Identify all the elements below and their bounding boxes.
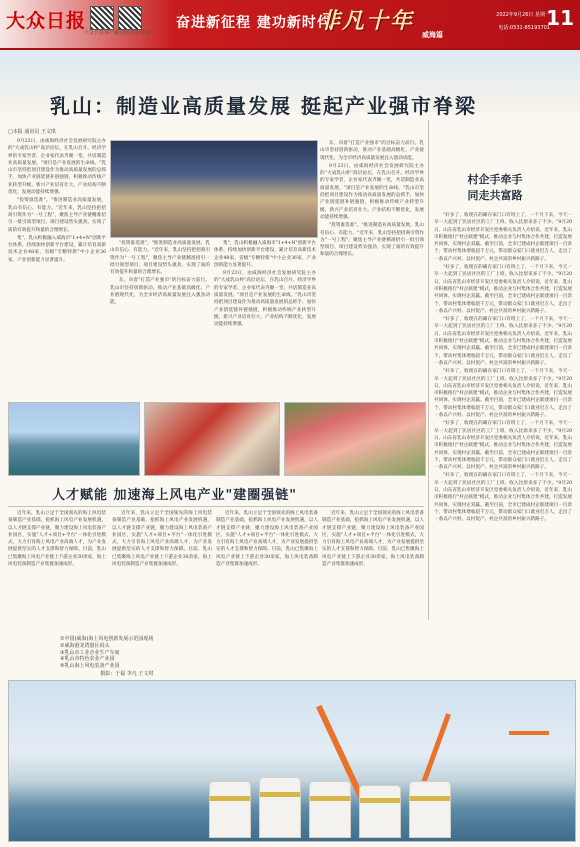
sidebar-paragraph: "好多了，收现在的确在家门口有班上了，一个月下来，今天一早一大起到了民居社区的工厂上班，收入比原来多了不少。"9月20日，山东省乳山市经济开发区党委相关负责人介绍说，近年来，乳山市积极推行"村企联建"模式，推动企业与村集体合作共建，打造发展共同体，实现村企双赢。截至目前，全市已建成村企联建项目一百余个，带动村集体增收超千万元，带动群众家门口就业近万人，走出了一条以产兴村、以村促产、村企共富的乡村振兴新路子。 [434,421,572,471]
photo-captions [60,636,153,678]
qr-caption: 大众网·海报新闻 [114,30,151,36]
article-paragraph: "投资谁选准"。"推进制造业高质量发展，乳山有信心、有能力。"近年来，乳山坚持把招商引资作为"一号工程"，聚焦主导产业链精准招引一批引领型项目，项目建设势头强劲，实现了质的有效提升和量的合理增长。 [8,198,106,233]
column-divider [428,120,429,620]
turbine-tower [409,781,451,838]
article-paragraph: 9月23日，由威海经济社会发展研究院主办的"大成乳山杯"高层论坛，在乳山召开。经济学界的专家学者、企业家代表齐聚一堂，共话制造业高质量发展。"项目是产业发展的生命线。"乳山市坚持把项目建设作为推动高质量发展的总抓手，加快产业链延链补链强链，积极推动传统产业转型升级、新兴产业培育壮大，产业结构不断优化，发展动能持续增强。 [8,139,106,196]
byline: □本报 通讯员 王文琪 [8,129,56,135]
caption-line: ②威海港龙湾港区码头 [60,642,110,649]
turbine-tower [309,781,351,838]
section-paragraph: 近年来，乳山立足于全国领先的海上风电装备制造产业基础，抢抓海上风电产业发展机遇，以人才链支撑产业链，聚力建设海上风电装备产业园区，实施"人才+项目+平台"一体化引进模式，大力引育海上风电产业高端人才，为产业发展提供坚实的人才支撑和智力保障。目前，乳山已集聚海上风电产业链上下游企业30余家，海上风电装备制造产业集群加速成形。 [216,511,318,568]
sidebar-paragraph: "好多了，收现在的确在家门口有班上了，一个月下来，今天一早一大起到了民居社区的工厂上班，收入比原来多了不少。"9月20日，山东省乳山市经济开发区党委相关负责人介绍说，近年来，乳山市积极推行"村企联建"模式，推动企业与村集体合作共建，打造发展共同体，实现村企双赢。截至目前，全市已建成村企联建项目一百余个，带动村集体增收超千万元，带动群众家门口就业近万人，走出了一条以产兴村、以村促产、村企共富的乡村振兴新路子。 [434,369,572,419]
editors-line: 电话:0531-85193701 [498,25,550,31]
article-paragraph: 集"，乳山积极融入威海市"1+4+N"创新平台体系，持续加快创新平台建设，累计培育高新技术企业48家，省级"专精特新"中小企业36家，产业创新能力显著提升。 [214,241,316,268]
main-headline: 乳山：制造业高质量发展 挺起产业强市脊梁 [50,94,477,118]
dateline: 2022年9月26日 星期一 [496,12,550,18]
qr-code-icon [90,6,114,30]
masthead [0,0,580,50]
article-paragraph: 9月23日，由威海经济社会发展研究院主办的"大成乳山杯"高层论坛，在乳山召开。经济学界的专家学者、企业家代表齐聚一堂，共话制造业高质量发展。"项目是产业发展的生命线。"乳山市坚持把项目建设作为推动高质量发展的总抓手，加快产业链延链补链强链，积极推动传统产业转型升级、新兴产业培育壮大，产业结构不断优化，发展动能持续增强。 [214,271,316,328]
sidebar-paragraph: "好多了，收现在的确在家门口有班上了，一个月下来，今天一早一大起到了民居社区的工厂上班，收入比原来多了不少。"9月20日，山东省乳山市经济开发区党委相关负责人介绍说，近年来，乳山市积极推行"村企联建"模式，推动企业与村集体合作共建，打造发展共同体，实现村企双赢。截至目前，全市已建成村企联建项目一百余个，带动村集体增收超千万元，带动群众家门口就业近万人，走出了一条以产兴村、以村促产、村企共富的乡村振兴新路子。 [434,213,572,262]
page-number: 11 [546,6,574,30]
caption-line: ③乳山市工业企业生产车间 [60,649,120,656]
factory-workers-photo [144,402,280,476]
article-paragraph: 东，向着"打造产业强市"的目标奋力前行。乳山市坚持创新驱动，推动产业基础高级化、产业链现代化，为全市经济高质量发展注入强劲动能。 [320,141,424,161]
section-column [216,510,318,678]
sidebar-paragraph: "好多了，收现在的确在家门口有班上了，一个月下来，今天一早一大起到了民居社区的工厂上班，收入比原来多了不少。"9月20日，山东省乳山市经济开发区党委相关负责人介绍说，近年来，乳山市积极推行"村企联建"模式，推动企业与村集体合作共建，打造发展共同体，实现村企双赢。截至目前，全市已建成村企联建项目一百余个，带动村集体增收超千万元，带动群众家门口就业近万人，走出了一条以产兴村、以村促产、村企共富的乡村振兴新路子。 [434,473,572,523]
article-paragraph: "投资谁选准"。"推进制造业高质量发展，乳山有信心、有能力。"近年来，乳山坚持把招商引资作为"一号工程"，聚焦主导产业链精准招引一批引领型项目，项目建设势头强劲，实现了质的有效提升和量的合理增长。 [110,241,210,276]
article-paragraph: 集"，乳山积极融入威海市"1+4+N"创新平台体系，持续加快创新平台建设，累计培育高新技术企业48家，省级"专精特新"中小企业36家，产业创新能力显著提升。 [8,235,106,263]
sidebar-headline-text: 村企手牵手 同走共富路 [467,173,523,202]
article-paragraph: 9月23日，由威海经济社会发展研究院主办的"大成乳山杯"高层论坛，在乳山召开。经济学界的专家学者、企业家代表齐聚一堂，共话制造业高质量发展。"项目是产业发展的生命线。"乳山市坚持把项目建设作为推动高质量发展的总抓手，加快产业链延链补链强链，积极推动传统产业转型升级、新兴产业培育壮大，产业结构不断优化，发展动能持续增强。 [320,163,424,220]
section-name: 威海篇 [422,31,443,39]
article-column [8,138,106,378]
section-divider [8,506,424,507]
section-headline: 人才赋能 加速海上风电产业"建圈强链" [52,488,298,503]
banner-slogan: 奋进新征程 建功新时代 [176,15,332,31]
turbine-tower [359,785,401,838]
article-column [214,240,316,398]
wind-power-port-photo [8,680,576,842]
article-column [320,140,424,398]
section-paragraph: 近年来，乳山立足于全国领先的海上风电装备制造产业基础，抢抓海上风电产业发展机遇，以人才链支撑产业链，聚力建设海上风电装备产业园区，实施"人才+项目+平台"一体化引进模式，大力引育海上风电产业高端人才，为产业发展提供坚实的人才支撑和智力保障。目前，乳山已集聚海上风电产业链上下游企业30余家，海上风电装备制造产业集群加速成形。 [112,511,212,568]
caption-line: ①中国(威海)海上风电创新发展示范园现场 [60,636,154,642]
harbor-photo [8,402,140,476]
banner-title: 非凡十年 [318,8,415,34]
section-column [8,510,106,630]
article-paragraph: "投资谁选准"。"推进制造业高质量发展，乳山有信心、有能力。"近年来，乳山坚持把招商引资作为"一号工程"，聚焦主导产业链精准招引一批引领型项目，项目建设势头强劲，实现了质的有效提升和量的合理增长。 [320,223,424,258]
sidebar-paragraph: "好多了，收现在的确在家门口有班上了，一个月下来，今天一早一大起到了民居社区的工厂上班，收入比原来多了不少。"9月20日，山东省乳山市经济开发区党委相关负责人介绍说，近年来，乳山市积极推行"村企联建"模式，推动企业与村集体合作共建，打造发展共同体，实现村企双赢。截至目前，全市已建成村企联建项目一百余个，带动村集体增收超千万元，带动群众家门口就业近万人，走出了一条以产兴村、以村促产、村企共富的乡村振兴新路子。 [434,265,572,314]
qr-code-icon [118,6,142,30]
conference-photo [110,140,318,238]
sidebar-headline [430,172,560,204]
turbine-tower [209,781,251,838]
sidebar-column [434,212,572,632]
paper-logo: 大众日报 [6,10,87,32]
sidebar-paragraph: "好多了，收现在的确在家门口有班上了，一个月下来，今天一早一大起到了民居社区的工厂上班，收入比原来多了不少。"9月20日，山东省乳山市经济开发区党委相关负责人介绍说，近年来，乳山市积极推行"村企联建"模式，推动企业与村集体合作共建，打造发展共同体，实现村企双赢。截至目前，全市已建成村企联建项目一百余个，带动村集体增收超千万元，带动群众家门口就业近万人，走出了一条以产兴村、以村促产、村企共富的乡村振兴新路子。 [434,317,572,366]
crane-arm [509,731,549,735]
photo-credit: 摄影：于福 李凡 王文琪 [100,670,154,677]
qr-caption: 大众日报客户端 [84,30,120,36]
section-paragraph: 近年来，乳山立足于全国领先的海上风电装备制造产业基础，抢抓海上风电产业发展机遇，以人才链支撑产业链，聚力建设海上风电装备产业园区，实施"人才+项目+平台"一体化引进模式，大力引育海上风电产业高端人才，为产业发展提供坚实的人才支撑和智力保障。目前，乳山已集聚海上风电产业链上下游企业30余家，海上风电装备制造产业集群加速成形。 [322,511,424,568]
article-paragraph: 东，向着"打造产业强市"的目标奋力前行。乳山市坚持创新驱动，推动产业基础高级化、产业链现代化，为全市经济高质量发展注入强劲动能。 [110,278,210,306]
turbine-tower [259,777,301,838]
orchard-photo [284,402,426,476]
article-column [110,240,210,398]
section-paragraph: 近年来，乳山立足于全国领先的海上风电装备制造产业基础，抢抓海上风电产业发展机遇，以人才链支撑产业链，聚力建设海上风电装备产业园区，实施"人才+项目+平台"一体化引进模式，大力引育海上风电产业高端人才，为产业发展提供坚实的人才支撑和智力保障。目前，乳山已集聚海上风电产业链上下游企业30余家，海上风电装备制造产业集群加速成形。 [8,511,106,568]
caption-line: ④乳山市特色农业产业园 [60,656,115,663]
section-column [322,510,424,678]
caption-line: ⑤乳山海上风电装备产业园 [60,663,120,670]
